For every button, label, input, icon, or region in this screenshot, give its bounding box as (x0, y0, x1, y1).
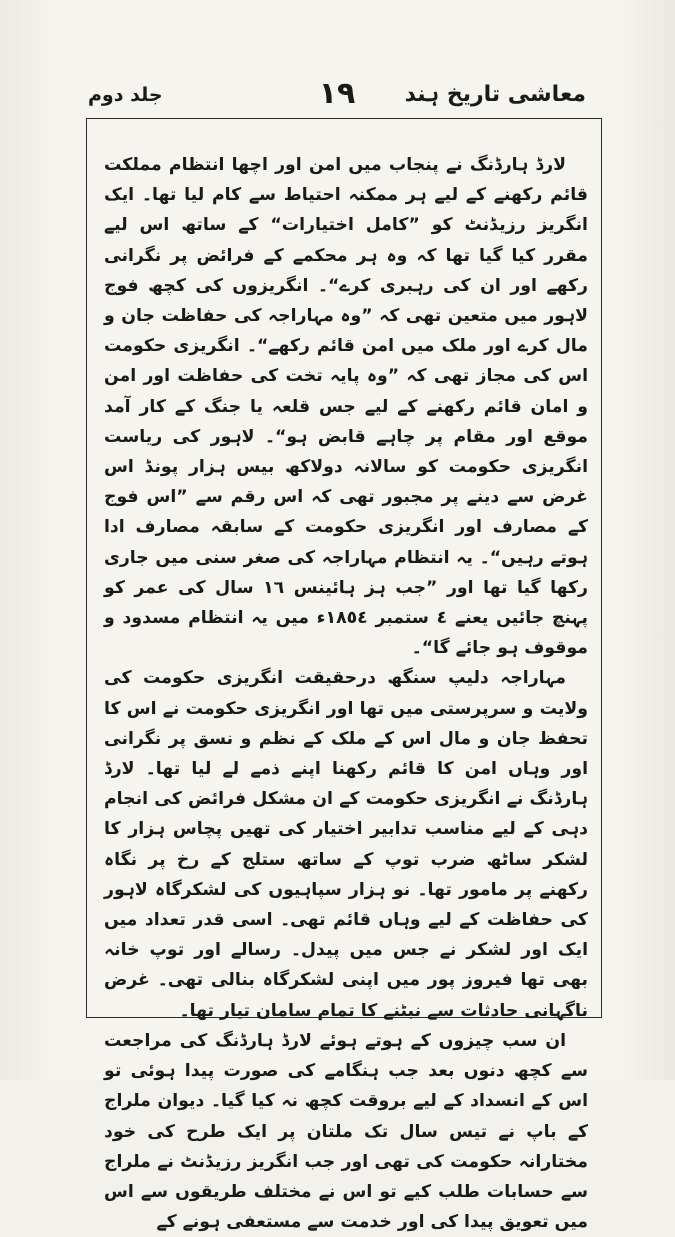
book-title: معاشی تاریخ ہند (404, 82, 586, 107)
body-text (104, 150, 588, 1237)
paragraph: لارڈ ہارڈنگ نے پنجاب میں امن اور اچھا انتظام مملکت قائم رکھنے کے لیے ہر ممکنہ احتیاط سے کام لیا تھا۔ ایک انگریز رزیڈنٹ کو ”کامل اختیارات“ کے ساتھ اس لیے مقرر کیا گیا تھا کہ وہ ہر محکمے کے فرائض پر نگرانی رکھے اور ان کی رہبری کرے“۔ انگریزوں کی کچھ فوج لاہور میں متعین تھی کہ ”وہ مہاراجہ کی حفاظت جان و مال کرے اور ملک میں امن قائم رکھے“۔ انگریزی حکومت اس کی مجاز تھی کہ ”وہ پایہ تخت کی حفاظت اور امن و امان قائم رکھنے کے لیے جس قلعہ یا جنگ کے کار آمد موقع اور مقام پر چاہے قابض ہو“۔ لاہور کی ریاست انگریزی حکومت کو سالانہ دولاکھ بیس ہزار پونڈ اس غرض سے دینے پر مجبور تھی کہ اس رقم سے ”اس فوج کے مصارف اور انگریزی حکومت کے سابقہ مصارف ادا ہوتے رہیں“۔ یہ انتظام مہاراجہ کی صغر سنی میں جاری رکھا گیا تھا اور ”جب ہز ہائینس ١٦ سال کی عمر کو پہنچ جائیں یعنے ٤ ستمبر ١٨٥٤ء میں یہ انتظام مسدود و موقوف ہو جائے گا“۔ (104, 155, 588, 659)
page-number: ١٩ (318, 76, 356, 111)
paragraph: مہاراجہ دلیپ سنگھ درحقیقت انگریزی حکومت کی ولایت و سرپرستی میں تھا اور انگریزی حکومت نے اس کا تحفظ جان و مال اس کے ملک کے نظم و نسق پر نگرانی اور وہاں امن کا قائم رکھنا اپنے ذمے لے لیا تھا۔ لارڈ ہارڈنگ نے انگریزی حکومت کے ان مشکل فرائض کی انجام دہی کے لیے مناسب تدابیر اختیار کی تھیں پچاس ہزار کا لشکر ساٹھ ضرب توپ کے ساتھ ستلج کے رخ پر نگاہ رکھنے پر مامور تھا۔ نو ہزار سپاہیوں کی لشکرگاہ لاہور کی حفاظت کے لیے وہاں قائم تھی۔ اسی قدر تعداد میں ایک اور لشکر نے جس میں پیدل۔ رسالے اور توپ خانہ بھی تھا فیروز پور میں اپنی لشکرگاہ بنالی تھی۔ غرض ناگہانی حادثات سے نبٹنے کا تمام سامان تیار تھا۔ (104, 668, 588, 1021)
page-header (88, 72, 586, 122)
paragraph: ان سب چیزوں کے ہوتے ہوئے لارڈ ہارڈنگ کی مراجعت سے کچھ دنوں بعد جب ہنگامے کی صورت پیدا ہوئی تو اس کے انسداد کے لیے بروقت کچھ نہ کیا گیا۔ دیوان ملراج کے باپ نے تیس سال تک ملتان پر ایک طرح کی خود مختارانہ حکومت کی تھی اور جب انگریز رزیڈنٹ نے ملراج سے حسابات طلب کیے تو اس نے مختلف طریقوں سے اس میں تعویق پیدا کی اور خدمت سے مستعفی ہونے کے (104, 1030, 588, 1233)
volume-label: جلد دوم (88, 84, 163, 106)
